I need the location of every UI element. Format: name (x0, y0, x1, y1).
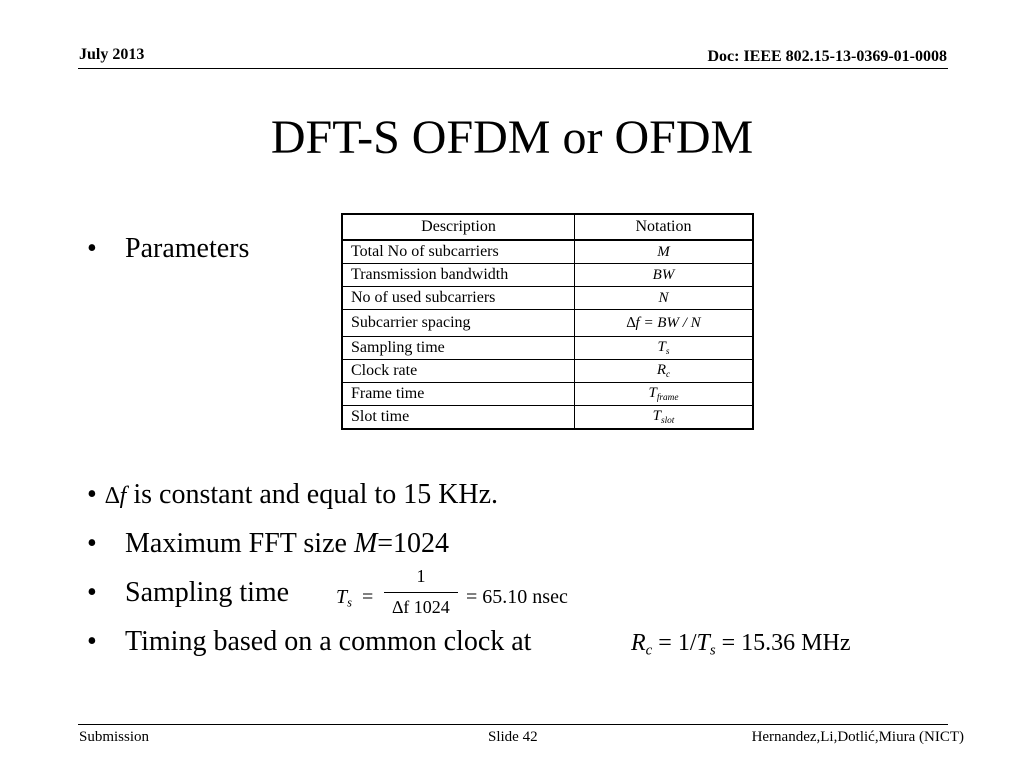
row-notation (575, 337, 754, 360)
row-notation (575, 406, 754, 430)
footer-divider (78, 724, 948, 725)
bullet-dot: • (87, 233, 97, 264)
row-description: Clock rate (342, 360, 575, 383)
row-description: Sampling time (342, 337, 575, 360)
row-description: Subcarrier spacing (342, 310, 575, 337)
delta-f-symbol: ∆f (105, 483, 127, 509)
fft-prefix: Maximum FFT size (125, 528, 354, 559)
footer-slide-number: Slide 42 (488, 729, 538, 745)
notation-symbol: T (657, 339, 666, 356)
fft-variable: M (353, 528, 378, 559)
table-header-notation: Notation (575, 214, 754, 240)
parameters-table (341, 213, 754, 430)
header-doc-id: Doc: IEEE 802.15-13-0369-01-0008 (707, 48, 947, 65)
footer-authors: Hernandez,Li,Dotlić,Miura (NICT) (751, 729, 964, 745)
rc-ts-subscript: s (709, 642, 716, 659)
row-description: Frame time (342, 383, 575, 406)
table-header-description: Description (342, 214, 575, 240)
bullet-fft-text (125, 527, 449, 561)
notation-subscript: slot (660, 415, 675, 426)
bullet-sampling-text: Sampling time (125, 577, 290, 608)
notation-subscript: c (666, 369, 671, 380)
bullet-dot: • (87, 528, 97, 559)
rc-symbol: R (631, 630, 646, 656)
slide-title: DFT-S OFDM or OFDM (270, 111, 754, 164)
table-row (342, 264, 753, 287)
header-divider (78, 68, 948, 69)
row-notation (575, 383, 754, 406)
ts-subscript: s (347, 595, 352, 610)
row-description: Slot time (342, 406, 575, 430)
notation-symbol: ∆f = BW / N (626, 314, 701, 331)
row-description: Transmission bandwidth (342, 264, 575, 287)
bullet-delta-f-text (105, 478, 498, 513)
row-description: No of used subcarriers (342, 287, 575, 310)
table-row (342, 287, 753, 310)
table-row (342, 360, 753, 383)
rc-mid: = 1/ (652, 630, 697, 656)
notation-symbol: N (658, 289, 669, 306)
table-row (342, 383, 753, 406)
bullet-dot: • (87, 626, 97, 657)
row-notation (575, 264, 754, 287)
row-notation (575, 360, 754, 383)
fft-value: =1024 (377, 528, 450, 559)
table-row (342, 406, 753, 430)
formula-ts-result: = 65.10 nsec (466, 586, 568, 608)
bullet-timing-text: Timing based on a common clock at (125, 626, 532, 657)
table-header-row (342, 214, 753, 240)
rc-result: = 15.36 MHz (715, 630, 851, 656)
notation-symbol: T (652, 408, 661, 425)
rc-subscript: c (645, 642, 653, 659)
ts-symbol: T (336, 586, 348, 608)
table-row (342, 310, 753, 337)
row-description: Total No of subcarriers (342, 240, 575, 264)
header-date: July 2013 (79, 46, 145, 63)
bullet-dot: • (87, 479, 97, 510)
notation-subscript: s (665, 346, 670, 357)
row-notation (575, 240, 754, 264)
notation-symbol: BW (652, 266, 675, 283)
fraction-bar (384, 592, 458, 593)
notation-subscript: frame (656, 392, 679, 403)
table-row (342, 337, 753, 360)
formula-ts-fraction (384, 566, 458, 618)
delta-f-description: is constant and equal to 15 KHz. (126, 479, 499, 510)
table-row (342, 240, 753, 264)
notation-symbol: T (648, 385, 657, 402)
formula-ts-equals: = (362, 586, 374, 608)
fraction-numerator: 1 (416, 566, 426, 586)
formula-ts-lhs (336, 586, 352, 611)
notation-symbol: M (657, 243, 670, 260)
rc-ts-symbol: T (696, 630, 710, 656)
bullet-parameters-text: Parameters (125, 233, 250, 264)
row-notation (575, 287, 754, 310)
fraction-denominator: ∆f 1024 (392, 597, 450, 617)
bullet-dot: • (87, 577, 97, 608)
row-notation (575, 310, 754, 337)
notation-symbol: R (656, 362, 667, 379)
formula-rc (631, 630, 851, 659)
footer-submission: Submission (79, 729, 150, 745)
